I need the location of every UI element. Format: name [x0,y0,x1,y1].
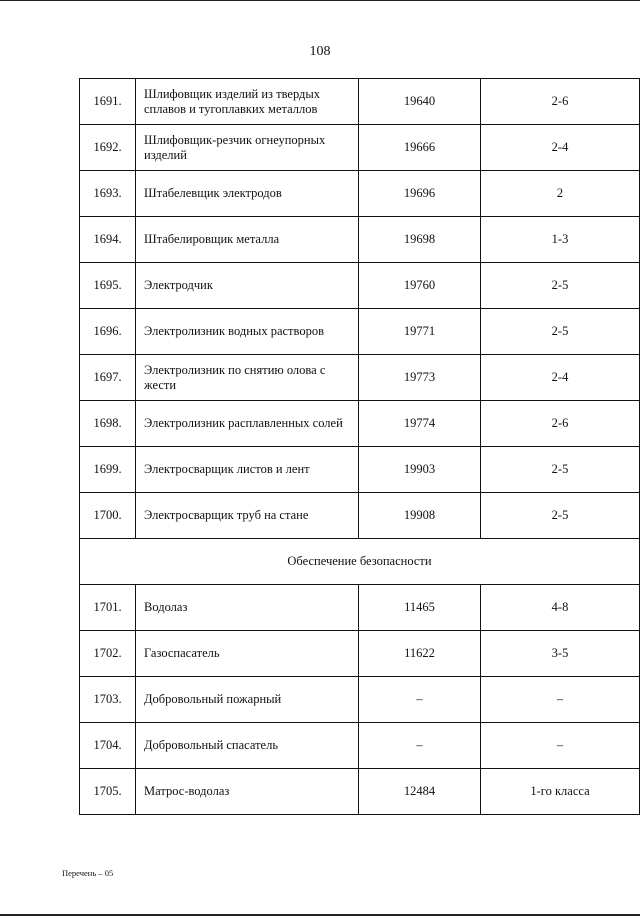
profession-name: Добровольный пожарный [136,677,359,723]
footer-label: Перечень – 05 [62,868,114,878]
row-number: 1693. [80,171,136,217]
profession-code: 19698 [359,217,481,263]
profession-code: 19666 [359,125,481,171]
profession-code: 12484 [359,769,481,815]
table-row [80,263,640,309]
row-number: 1701. [80,585,136,631]
scan-bottom-edge [0,914,640,916]
profession-code: 19760 [359,263,481,309]
profession-name: Штабелевщик электродов [136,171,359,217]
profession-name: Электролизник расплавленных солей [136,401,359,447]
table-row [80,769,640,815]
row-number: 1699. [80,447,136,493]
table-row [80,401,640,447]
profession-code: 19696 [359,171,481,217]
grade-range: 2-4 [481,355,640,401]
professions-table [79,78,640,815]
profession-name: Матрос-водолаз [136,769,359,815]
row-number: 1703. [80,677,136,723]
profession-name: Газоспасатель [136,631,359,677]
profession-name: Электросварщик труб на стане [136,493,359,539]
row-number: 1705. [80,769,136,815]
section-heading: Обеспечение безопасности [80,539,640,585]
profession-name: Штабелировщик металла [136,217,359,263]
profession-name: Шлифовщик изделий из твердых сплавов и тугоплавких металлов [136,79,359,125]
grade-range: 2-6 [481,79,640,125]
profession-code: – [359,723,481,769]
grade-range: – [481,723,640,769]
table-body [80,79,640,815]
profession-code: – [359,677,481,723]
row-number: 1704. [80,723,136,769]
table-row [80,723,640,769]
profession-code: 11622 [359,631,481,677]
section-row [80,539,640,585]
grade-range: 2-5 [481,309,640,355]
grade-range: 2-5 [481,263,640,309]
profession-code: 19903 [359,447,481,493]
profession-name: Электросварщик листов и лент [136,447,359,493]
profession-code: 19908 [359,493,481,539]
profession-name: Добровольный спасатель [136,723,359,769]
grade-range: 2 [481,171,640,217]
profession-code: 19774 [359,401,481,447]
row-number: 1691. [80,79,136,125]
grade-range: 2-6 [481,401,640,447]
row-number: 1696. [80,309,136,355]
row-number: 1694. [80,217,136,263]
table-row [80,585,640,631]
profession-name: Водолаз [136,585,359,631]
profession-code: 19771 [359,309,481,355]
page-number: 108 [309,44,331,59]
row-number: 1692. [80,125,136,171]
table-row [80,125,640,171]
grade-range: 2-4 [481,125,640,171]
profession-name: Шлифовщик-резчик огнеупорных изделий [136,125,359,171]
profession-code: 19773 [359,355,481,401]
row-number: 1695. [80,263,136,309]
grade-range: – [481,677,640,723]
profession-name: Электролизник водных растворов [136,309,359,355]
table-row [80,493,640,539]
table-row [80,309,640,355]
table-row [80,677,640,723]
table-row [80,447,640,493]
grade-range: 4-8 [481,585,640,631]
table-row [80,355,640,401]
profession-code: 19640 [359,79,481,125]
table-row [80,631,640,677]
table-row [80,217,640,263]
grade-range: 1-го класса [481,769,640,815]
row-number: 1700. [80,493,136,539]
table-row [80,171,640,217]
profession-name: Электродчик [136,263,359,309]
grade-range: 3-5 [481,631,640,677]
row-number: 1698. [80,401,136,447]
grade-range: 2-5 [481,447,640,493]
grade-range: 2-5 [481,493,640,539]
scan-top-edge [0,0,640,1]
table-row [80,79,640,125]
profession-name: Электролизник по снятию олова с жести [136,355,359,401]
row-number: 1702. [80,631,136,677]
grade-range: 1-3 [481,217,640,263]
profession-code: 11465 [359,585,481,631]
row-number: 1697. [80,355,136,401]
